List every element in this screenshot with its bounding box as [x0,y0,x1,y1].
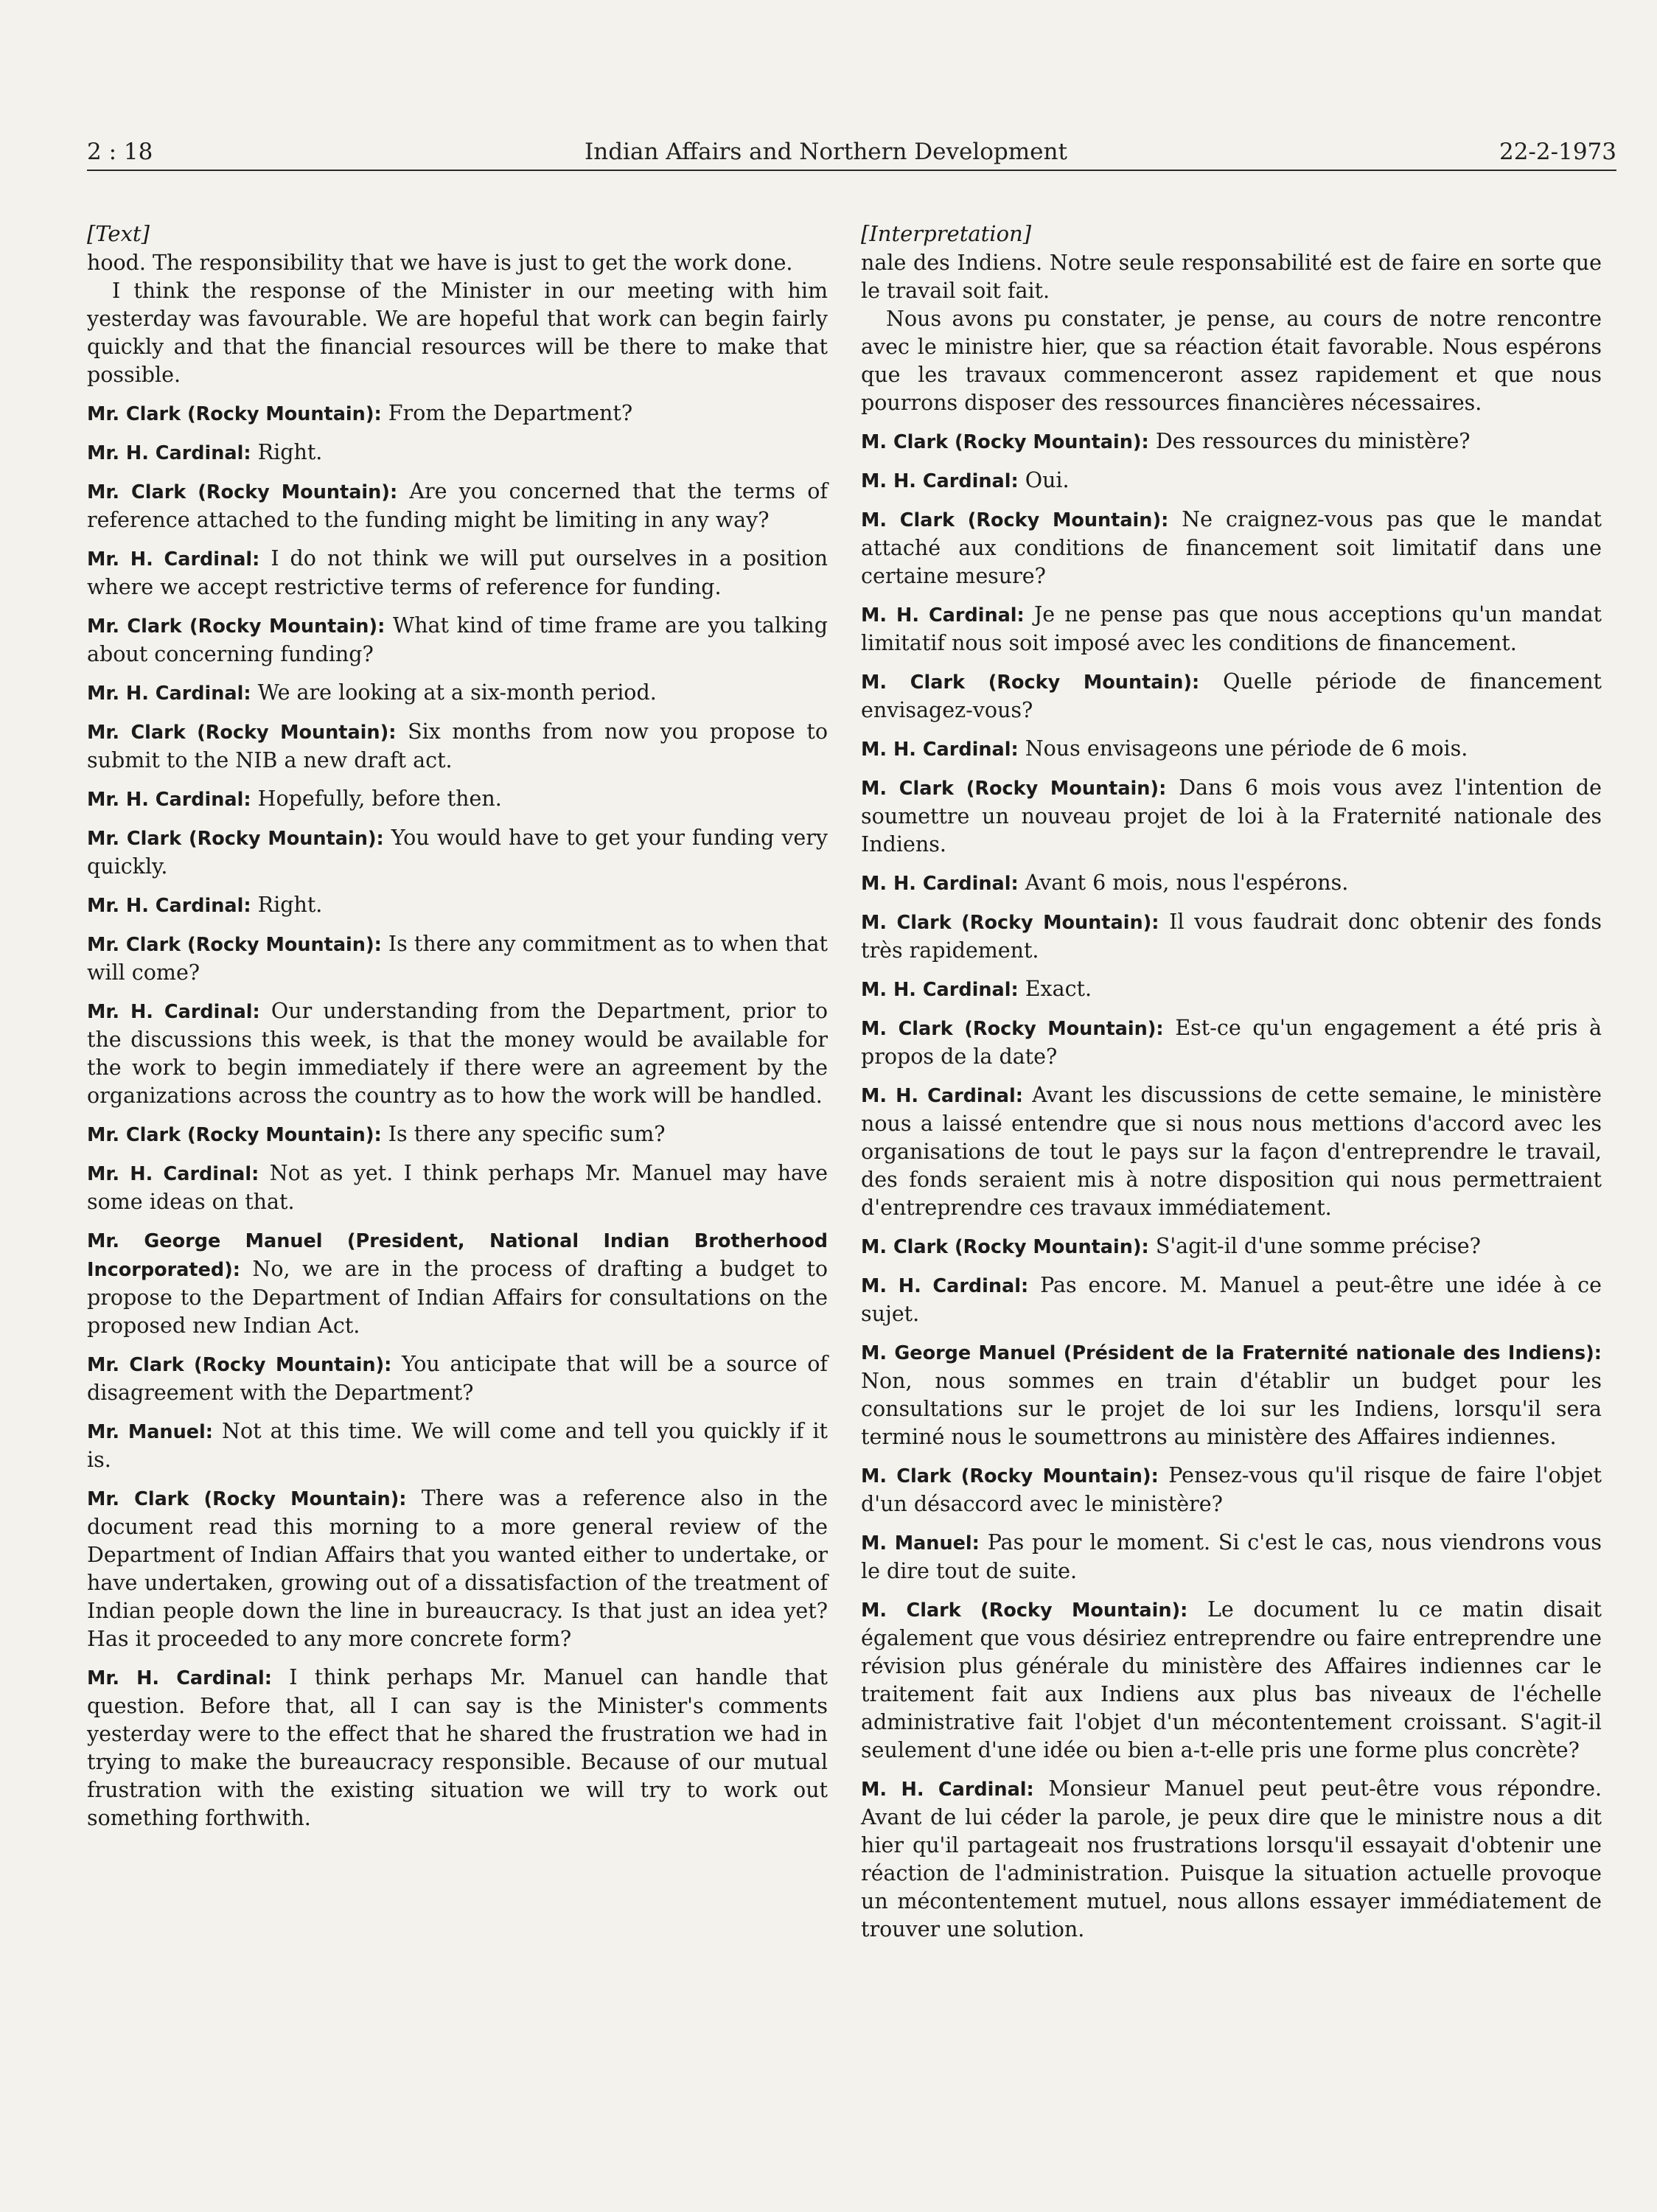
speech-block [87,824,828,881]
speaker-name: M. Clark (Rocky Mountain): [861,509,1169,531]
speech-text: Are you concerned that the terms of reference attached to the funding might be limiting in any way? [87,479,828,532]
speech-text: Non, nous sommes en train d'établir un budget pour les consultations sur le projet de loi sur les Indiens, lorsqu'il sera terminé nous le soumettrons au ministère des Affaires indiennes. [861,1369,1602,1449]
speaker-name: M. Clark (Rocky Mountain): [861,912,1159,934]
speaker-name: Mr. Clark (Rocky Mountain): [87,1354,392,1376]
header-date: 22-2-1973 [1499,139,1616,165]
speech-block [861,1596,1602,1765]
speaker-name: Mr. Clark (Rocky Mountain): [87,934,382,956]
speech-block [861,601,1602,657]
speech-block [87,478,828,534]
running-title: Indian Affairs and Northern Development [585,139,1067,165]
speech-text: Our understanding from the Department, prior to the discussions this week, is that the money would be available for the work to begin immediately if there were an agreement by the organizations across the country as to how the work will be handled. [87,999,828,1108]
speech-block [861,975,1602,1004]
speech-text: Not as yet. I think perhaps Mr. Manuel may have some ideas on that. [87,1161,828,1214]
right-column-french [861,220,1602,1944]
speaker-name: M. Clark (Rocky Mountain): [861,1599,1188,1622]
speech-text: There was a reference also in the document read this morning to a more general review of the Department of Indian Affairs that you wanted either to undertake, or have undertaken, growing out of a dissatisfaction of the treatment of Indian people down the line in bureaucracy. Is that just an idea yet? Has it proceeded to any more concrete form? [87,1486,828,1651]
continuation-paragraph [861,305,1602,417]
speech-block [861,735,1602,764]
speech-text: Pas encore. M. Manuel a peut-être une idée à ce sujet. [861,1273,1602,1326]
speaker-name: Mr. Clark (Rocky Mountain): [87,403,382,425]
speech-block [861,1339,1602,1451]
speaker-name: Mr. H. Cardinal: [87,1001,260,1023]
speech-text: You would have to get your funding very quickly. [87,826,828,879]
speech-text: S'agit-il d'une somme précise? [1155,1234,1481,1258]
speaker-name: Mr. H. Cardinal: [87,895,251,917]
speech-text: Est-ce qu'un engagement a été pris à propos de la date? [861,1016,1602,1069]
speech-text: nale des Indiens. Notre seule responsabilité est de faire en sorte que le travail soit fait. [861,251,1602,303]
continuation-paragraph [87,249,828,277]
speaker-name: M. H. Cardinal: [861,1085,1023,1107]
speaker-name: Mr. Clark (Rocky Mountain): [87,1124,382,1146]
speech-text: Pensez-vous qu'il risque de faire l'objet d'un désaccord avec le ministère? [861,1463,1602,1516]
speech-text: Avant 6 mois, nous l'espérons. [1025,871,1349,895]
speech-text: Hopefully, before then. [257,786,502,811]
speech-text: Is there any specific sum? [388,1122,666,1146]
speaker-name: M. Clark (Rocky Mountain): [861,778,1167,800]
speaker-name: Mr. H. Cardinal: [87,442,251,464]
speech-text: Des ressources du ministère? [1155,429,1471,453]
speaker-name: M. H. Cardinal: [861,604,1025,627]
speaker-name: Mr. H. Cardinal: [87,683,251,705]
speech-block [861,467,1602,495]
speech-text: Quelle période de financement envisagez-vous? [861,669,1602,722]
speech-block [87,785,828,814]
speech-text: I do not think we will put ourselves in a position where we accept restrictive terms of reference for funding. [87,546,828,599]
speaker-name: M. George Manuel (Président de la Fraternité nationale des Indiens): [861,1342,1602,1364]
speech-text: I think perhaps Mr. Manuel can handle that question. Before that, all I can say is the Minister's comments yesterday were to the effect that he shared the frustration we had in trying to make the bureaucracy responsible. Because of our mutual frustration with the existing situation we will try to work out something forthwith. [87,1665,828,1830]
speech-text: From the Department? [388,401,633,425]
speech-block [861,908,1602,965]
speech-block [87,1350,828,1407]
speaker-name: Mr. Clark (Rocky Mountain): [87,481,398,503]
speaker-name: M. Clark (Rocky Mountain): [861,1465,1159,1487]
document-page [87,133,1616,1941]
page-number: 2 : 18 [87,139,153,165]
speaker-name: M. H. Cardinal: [861,1275,1029,1297]
speaker-name: M. Manuel: [861,1532,980,1555]
speaker-name: M. H. Cardinal: [861,739,1019,761]
speaker-name: M. H. Cardinal: [861,1779,1034,1801]
speaker-name: Mr. George Manuel (President, National Indian Brotherhood Incorporated): [87,1230,828,1281]
speech-block [87,439,828,467]
speech-text: We are looking at a six-month period. [257,680,657,705]
speech-block [861,668,1602,725]
speech-block [861,1529,1602,1585]
column-label: [Interpretation] [861,221,1032,246]
speech-text: Pas pour le moment. Si c'est le cas, nous viendrons vous le dire tout de suite. [861,1530,1602,1583]
speaker-name: Mr. Clark (Rocky Mountain): [87,615,386,638]
speaker-name: M. Clark (Rocky Mountain): [861,1018,1164,1040]
speech-text: Is there any commitment as to when that will come? [87,932,828,985]
speech-text: Je ne pense pas que nous acceptions qu'un mandat limitatif nous soit imposé avec les conditions de financement. [861,602,1602,655]
column-label: [Text] [87,221,150,246]
continuation-paragraph [861,249,1602,305]
speech-block [87,1664,828,1832]
speaker-name: M. H. Cardinal: [861,979,1019,1001]
speech-block [861,1462,1602,1518]
speech-block [861,1271,1602,1328]
speaker-name: M. Clark (Rocky Mountain): [861,1236,1149,1258]
speech-block [87,1227,828,1340]
speech-text: Right. [257,893,323,917]
speech-block [861,506,1602,590]
continuation-paragraph [87,277,828,389]
speech-block [87,930,828,987]
speech-text: Monsieur Manuel peut peut-être vous répondre. Avant de lui céder la parole, je peux dire que le ministre nous a dit hier qu'il partageait nos frustrations lorsqu'il essayait d'obtenir une réaction de l'administration. Puisque la situation actuelle provoque un mécontentement mutuel, nous allons essayer immédiatement de trouver une solution. [861,1776,1602,1941]
speaker-name: Mr. H. Cardinal: [87,548,260,571]
speech-text: Exact. [1025,977,1092,1001]
speech-text: Nous avons pu constater, je pense, au cours de notre rencontre avec le ministre hier, que sa réaction était favorable. Nous espérons que les travaux commenceront assez rapidement et que nous pourrons disposer des ressources financières nécessaires. [861,307,1602,415]
speech-block [861,1014,1602,1071]
speech-block [861,428,1602,456]
speech-block [861,1232,1602,1261]
speech-block [87,1417,828,1474]
speaker-name: Mr. H. Cardinal: [87,1667,272,1689]
page-header [87,133,1616,171]
speech-block [87,545,828,601]
speaker-name: M. H. Cardinal: [861,470,1019,492]
speaker-name: Mr. Clark (Rocky Mountain): [87,1488,407,1510]
speech-text: hood. The responsibility that we have is just to get the work done. [87,251,793,275]
speech-text: Nous envisageons une période de 6 mois. [1025,736,1468,761]
speech-text: Oui. [1025,468,1070,492]
speech-text: Avant les discussions de cette semaine, le ministère nous a laissé entendre que si nous nous mettions d'accord avec les organisations de tout le pays sur la façon d'entreprendre le travail, des fonds seraient mis à notre disposition qui nous permettraient d'entreprendre ces travaux immédiatement. [861,1083,1602,1220]
speech-block [861,774,1602,859]
speaker-name: M. Clark (Rocky Mountain): [861,671,1200,694]
left-column-english [87,220,828,1832]
speech-block [861,1081,1602,1222]
speech-text: Dans 6 mois vous avez l'intention de soumettre un nouveau projet de loi à la Fraternité nationale des Indiens. [861,775,1602,856]
speech-text: What kind of time frame are you talking about concerning funding? [87,613,828,666]
speech-block [87,1484,828,1653]
speech-block [87,891,828,920]
speaker-name: Mr. Clark (Rocky Mountain): [87,828,384,850]
speaker-name: M. Clark (Rocky Mountain): [861,431,1149,453]
speech-text: Le document lu ce matin disait également que vous désiriez entreprendre ou faire entreprendre une révision plus générale du ministère des Affaires indiennes car le traitement fait aux Indiens aux plus bas niveaux de l'échelle administrative fait l'objet d'un mécontentement croissant. S'agit-il seulement d'une idée ou bien a-t-elle pris une forme plus concrète? [861,1597,1602,1762]
speech-text: Six months from now you propose to submit to the NIB a new draft act. [87,719,828,772]
speech-text: Ne craignez-vous pas que le mandat attaché aux conditions de financement soit limitatif dans une certaine mesure? [861,507,1602,588]
speech-block [861,1775,1602,1944]
speaker-name: Mr. H. Cardinal: [87,1163,259,1185]
speech-text: Il vous faudrait donc obtenir des fonds très rapidement. [861,910,1602,963]
speaker-name: Mr. Clark (Rocky Mountain): [87,722,397,744]
speech-block [861,869,1602,898]
speech-block [87,718,828,775]
speech-block [87,1120,828,1149]
speech-block [87,1159,828,1216]
speech-text: You anticipate that will be a source of disagreement with the Department? [87,1352,828,1405]
speech-block [87,679,828,708]
speaker-name: M. H. Cardinal: [861,873,1019,895]
speaker-name: Mr. H. Cardinal: [87,789,251,811]
speech-block [87,400,828,428]
speech-text: Not at this time. We will come and tell you quickly if it is. [87,1419,828,1472]
speaker-name: Mr. Manuel: [87,1421,213,1443]
speech-block [87,612,828,669]
speech-text: Right. [257,440,323,464]
speech-text: I think the response of the Minister in our meeting with him yesterday was favourable. We are hopeful that work can begin fairly quickly and that the financial resources will be there to make that possible. [87,279,828,387]
speech-text: No, we are in the process of drafting a budget to propose to the Department of Indian Affairs for consultations on the proposed new Indian Act. [87,1257,828,1338]
speech-block [87,997,828,1110]
